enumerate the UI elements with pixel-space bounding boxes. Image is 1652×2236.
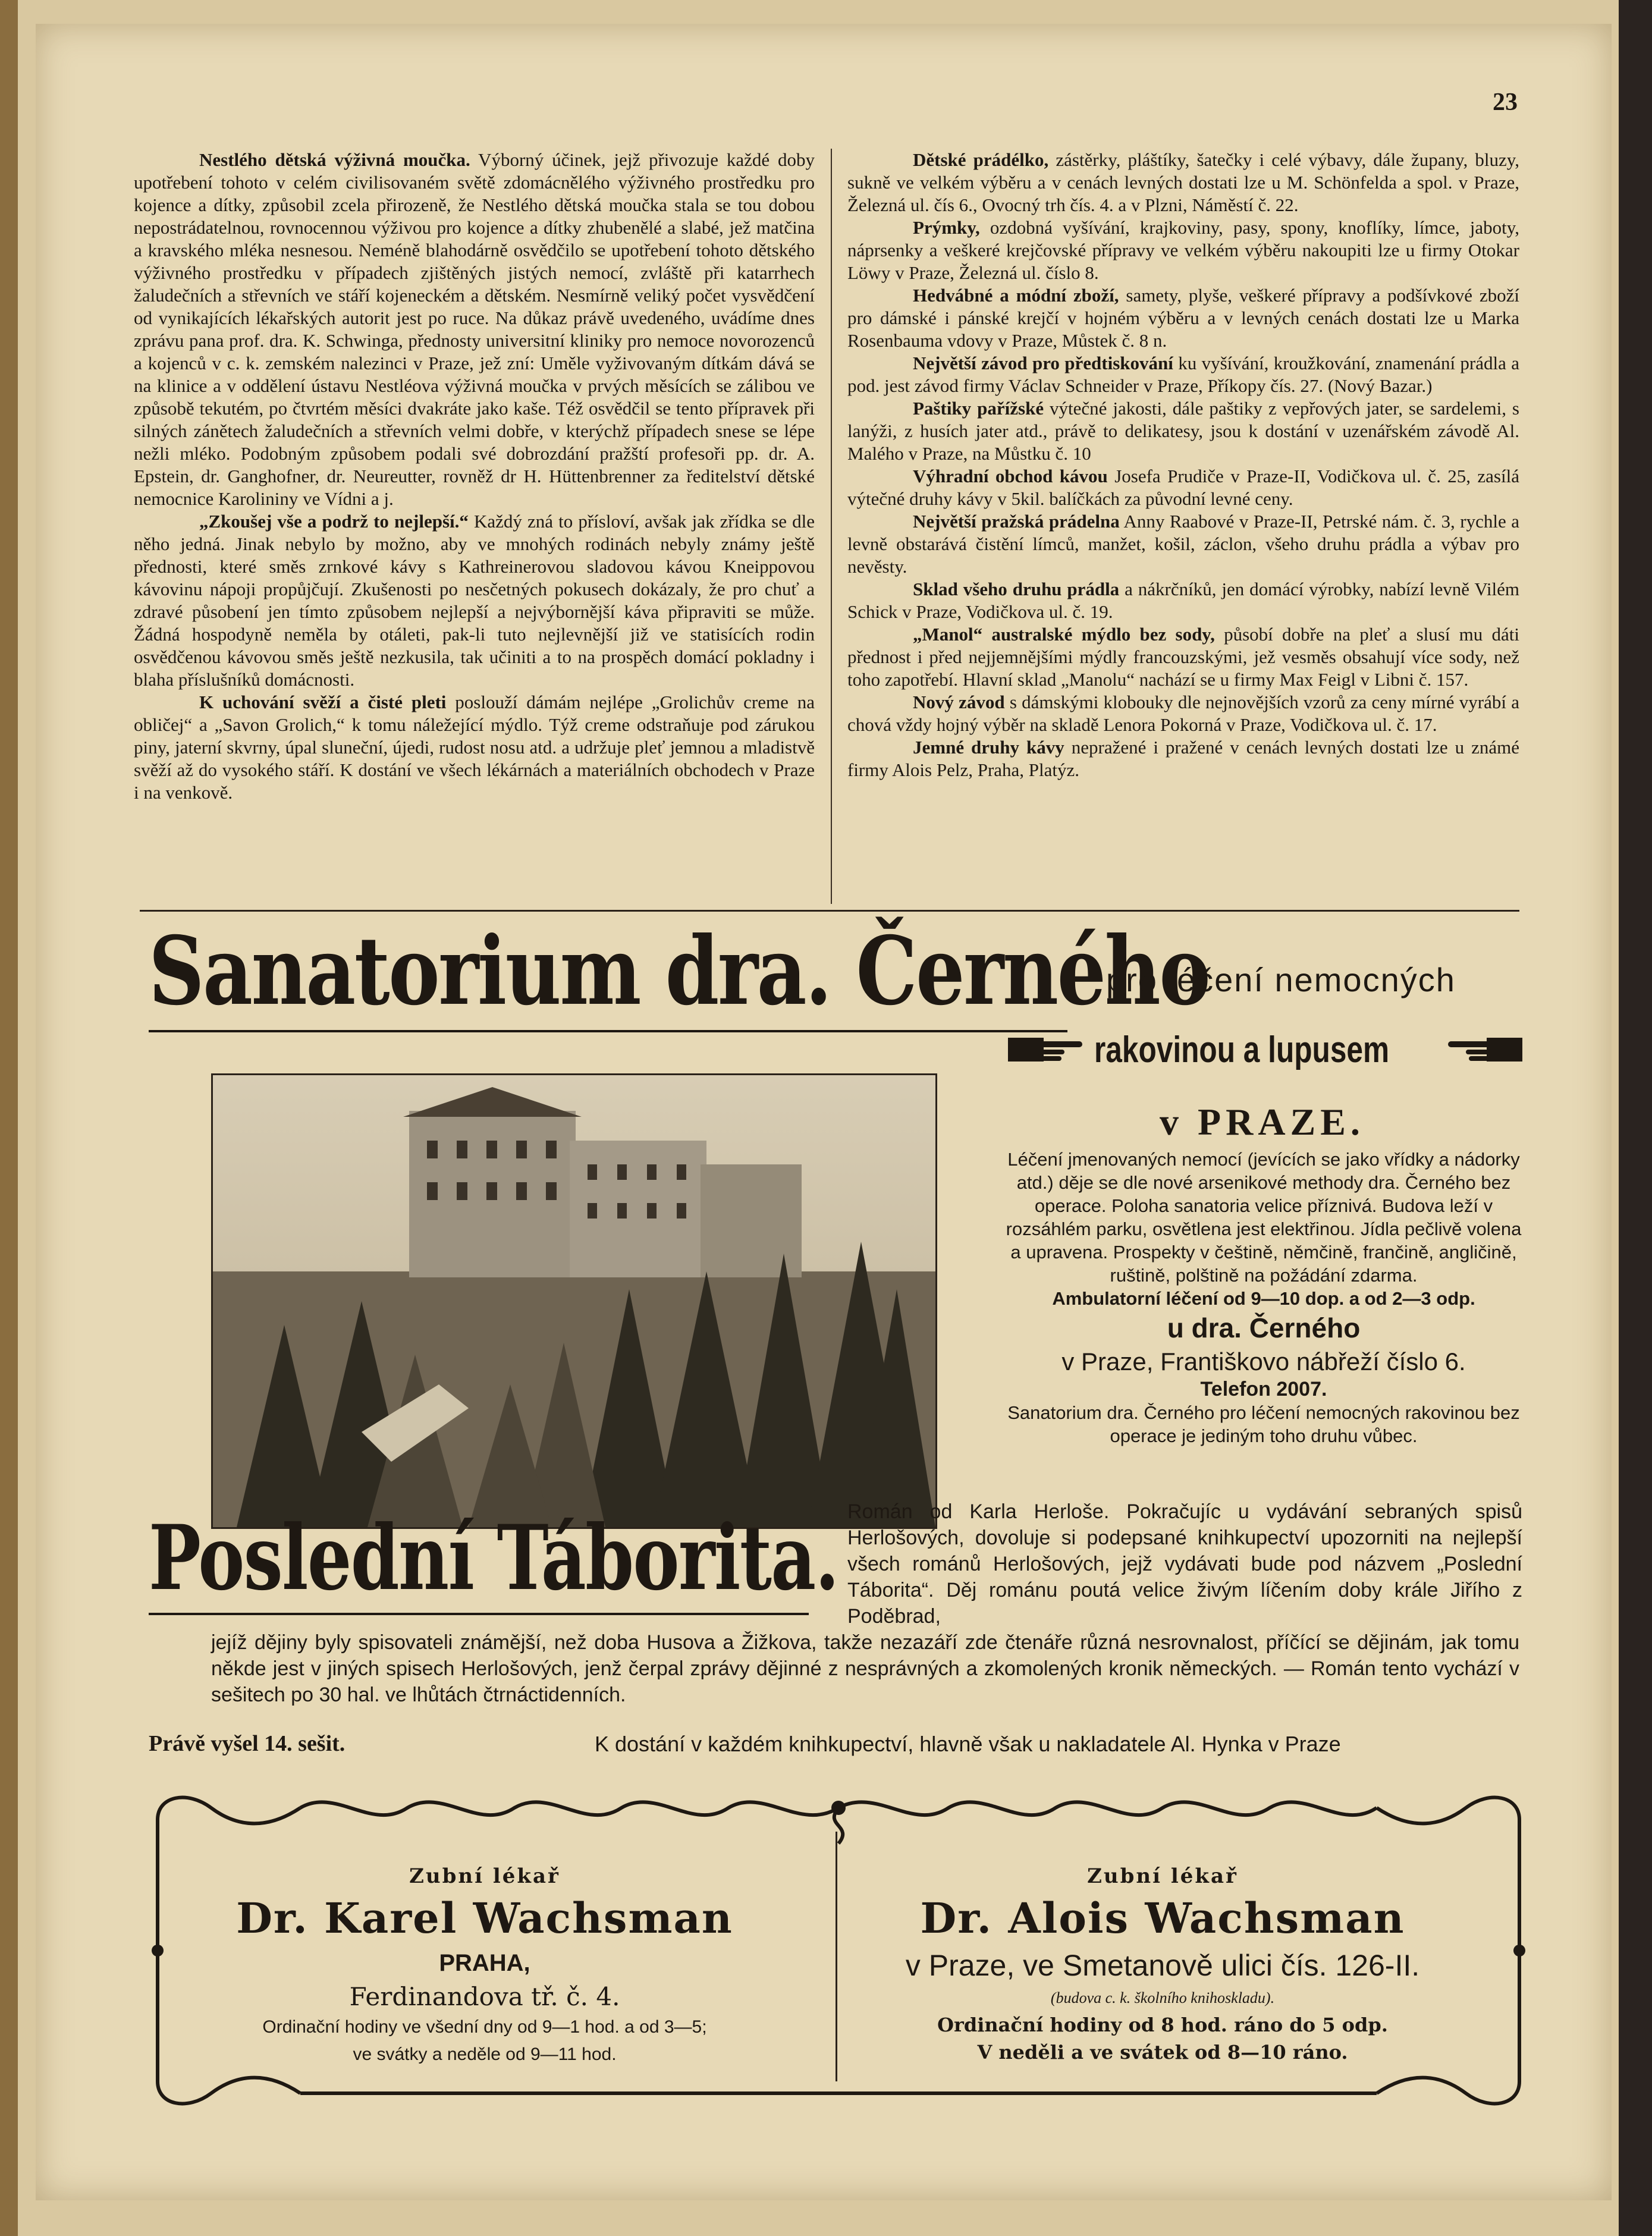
page-number: 23 [1493, 89, 1518, 116]
notice-children-linen: Dětské prádélko, zástěrky, pláštíky, šatečky i celé výbavy, dále župany, bluzy, sukně ve velkém výběru a v cenách levných dostati lze u M. Schönfelda a spol. v Praze, Železná ul. čís 6., Ovocný trh čís. 4. a v Plzni, Náměstí č. 22. [847, 149, 1519, 215]
notice-coffee-shop: Výhradní obchod kávou Josefa Prudiče v Praze-II, Vodičkova ul. č. 25, zasílá výtečné druhy kávy v 5kil. balíčkách za původní levné ceny. [847, 466, 1519, 509]
sanatorium-subtitle: pro léčení nemocných [1106, 961, 1456, 998]
right-text-column [847, 149, 1519, 781]
sanatorium-address: v Praze, Františkovo nábřeží číslo 6. [1061, 1348, 1466, 1375]
dentist-address: v Praze, ve Smetanově ulici čís. 126-II. [905, 1949, 1420, 1982]
notice-pates: Paštiky pařížské výtečné jakosti, dále paštiky z vepřových jater, se sardelemi, s lanýži, z husích jater atd., právě to delikatesy, jsou k dostání v uzenářském závodě Al. Malého v Praze, na Můstku č. 10 [847, 398, 1519, 464]
notice-linen-store: Sklad všeho druhu prádla a nákrčníků, jen domácí výrobky, nabízí levně Vilém Schick v Praze, Vodičkova ul. č. 19. [847, 579, 1519, 622]
sanatorium-ambulance-hours: Ambulatorní léčení od 9—10 dop. a od 2—3 odp. [1052, 1288, 1475, 1309]
taborita-title-underline [149, 1613, 809, 1615]
notice-nestle: Nestlého dětská výživná moučka. Výborný účinek, jejž přivozuje každé doby upotřebení tohoto v celém civilisovaném světě zdomácnělého výživného prostředku pro kojence a dítky, způsobil zcela přirozeně, že Nestlého dětská moučka stala se tou dobou nepostrádatelnou, rovnocennou výživou pro kojence a dítky zhubenělé a slabé, jež matčina a kravského mléka nesnesou. Neméně blahodárně osvědčilo se upotřebení tohoto dětského výživného prostředku v případech zjištěných jistých nemocí, zvláště při katarrhech žaludečních a střevních ve stáří kojeneckém a dětském. Nesmírně veliký počet vysvědčení od vynikajících lékařských autorit jest po ruce. Na důkaz právě uvedeného, uvádíme dnes zprávu pana prof. dra. K. Schwinga, přednosty universitní kliniky pro nemoce novorozenců a kojenců v c. k. zemském nalezinci v Praze, jež zní: Uměle vyživovaným dítkám dává se na klinice a v oddělení ústavu Nestléova výživná moučka v prvých měsících se zálibou ve způsobě tekutém, po čtvrtém měsíci dvakráte jako kaše. Též osvědčil se tento přípravek při silných zánětech žaludečních a střevních velmi dobře, v kterýchž případech snese se lépe nežli mléko. Podobným způsobem podali své dobrozdání pražští profesoři pp. dr. A. Epstein, dr. Ganghofner, dr. Neureutter, rovněž dr H. Hüttenbrenner za ředitelství dětské nemocnice Karolininy ve Vídni a j. [134, 149, 815, 509]
notice-silk: Hedvábné a módní zboží, samety, plyše, veškeré přípravy a podšívkové zboží pro dámské i pánské krejčí v hojném výběru a v levných cenách dostati lze u Marka Rosenbauma vdovy v Praze, Můstek č. 8 n. [847, 285, 1519, 351]
pointing-hand-left-icon [1445, 1032, 1522, 1069]
dentist-name: Dr. Karel Wachsman [236, 1893, 733, 1943]
dentist-divider [836, 1832, 837, 2081]
sanatorium-engraving [213, 1075, 935, 1527]
dentist-hours: Ordinační hodiny od 8 hod. ráno do 5 odp. [937, 2014, 1388, 2036]
dentist-building-note: (budova c. k. školního knihoskladu). [1050, 1989, 1275, 2006]
notice-laundry: Největší pražská prádelna Anny Raabové v Praze-II, Petrské nám. č. 3, rychle a levně obstarává čistění límců, manžet, košil, záclon, všeho druhu prádla a výbav pro nevěsty. [847, 511, 1519, 577]
left-text-column [134, 149, 815, 804]
notice-trimmings: Prýmky, ozdobná vyšívání, krajkoviny, pasy, spony, knoflíky, límce, jaboty, náprsenky a veškeré krejčovské přípravy ve velkém výběru nakoupiti lze u firmy Otokar Löwy v Praze, Železná ul. číslo 8. [847, 217, 1519, 283]
dentist-label: Zubní lékař [1087, 1864, 1238, 1888]
taborita-side-text: Román od Karla Herloše. Pokračujíc u vydávání sebraných spisů Herlošových, dovoluje si podepsané knihkupectví upozorniti na nejlepší všech románů Herlošových, jejž vydávati bude pod názvem „Poslední Táborita“. Děj románu poutá velice živým líčením doby krále Jiřího z Poděbrad, [847, 1500, 1522, 1628]
sanatorium-title-underline [149, 1030, 1067, 1032]
taborita-full-text: jejíž dějiny byly spisovateli známější, než doba Husova a Žižkova, takže nezazáří zde čtenáře různá nesrovnalost, příčící se dějinám, jak tomu někde jest v jiných spisech Herlošových, jenž čerpal zprávy dějinné z nesprávných a zkomolených kronik německých. — Román tento vychází v sešitech po 30 hal. ve lhůtách čtrnáctidenních. [211, 1631, 1519, 1706]
taborita-issue: Právě vyšel 14. sešit. [149, 1731, 346, 1756]
sanatorium-phone: Telefon 2007. [1200, 1378, 1327, 1400]
notice-fine-coffee: Jemné druhy kávy nepražené i pražené v cenách levných dostati lze u známé firmy Alois Pelz, Praha, Platýz. [847, 737, 1519, 780]
sanatorium-footer: Sanatorium dra. Černého pro léčení nemocných rakovinou bez operace je jediným toho druhu vůbec. [1007, 1402, 1520, 1446]
notice-pretisk: Největší závod pro předtiskování ku vyšívání, kroužkování, znamenání prádla a pod. jest závod firmy Václav Schneider v Praze, Příkopy čís. 27. (Nový Bazar.) [847, 353, 1520, 396]
dentist-alois-ad [850, 1861, 1475, 2066]
dentist-name: Dr. Alois Wachsman [920, 1893, 1405, 1943]
notice-hats: Nový závod s dámskými klobouky dle nejnovějších vzorů za ceny mírné vyrábí a chová vždy hojný výběr na skladě Lenora Pokorná v Praze, Vodičkova ul. č. 17. [847, 692, 1519, 735]
sanatorium-body-text: Léčení jmenovaných nemocí (jevících se jako vřídky a nádorky atd.) děje se dle nové arsenikové methody dra. Černého bez operace. Poloha sanatoria velice příznivá. Budova leží v rozsáhlém parku, osvětlena jest elektřinou. Jídla pečlivě volena a upravena. Prospekty v češtině, němčině, frančině, angličině, ruštině, polštině na požádání zdarma. [1006, 1149, 1522, 1286]
dentist-hours: Ordinační hodiny ve všední dny od 9—1 hod. a od 3—5; [262, 2017, 707, 2037]
section-rule-top [140, 910, 1519, 912]
notice-manol-soap: „Manol“ australské mýdlo bez sody, působí dobře na pleť a slusí mu dáti přednost i před nejjemnějšími mýdly francouzskými, jež vesměs obsahují více sody, než toho zapotřebí. Hlavní sklad „Manolu“ nachází se u firmy Max Feigl v Libni č. 157. [847, 624, 1519, 690]
taborita-availability: K dostání v každém knihkupectví, hlavně však u nakladatele Al. Hynka v Praze [595, 1732, 1341, 1756]
dentist-karel-ad [172, 1861, 797, 2068]
sanatorium-city: v PRAZE. [1160, 1101, 1365, 1143]
scan-dark-edge [1619, 0, 1652, 2236]
column-divider [831, 149, 832, 904]
taborita-title: Poslední Táborita. [149, 1506, 838, 1610]
dentist-street: Ferdinandova tř. č. 4. [349, 1982, 620, 2011]
pointing-hand-right-icon [1008, 1032, 1085, 1069]
sanatorium-doctor: u dra. Černého [1167, 1312, 1361, 1343]
sanatorium-photo [211, 1073, 937, 1529]
notice-coffee: „Zkoušej vše a podrž to nejlepší.“ Každý zná to přísloví, avšak jak zřídka se dle něho jedná. Jinak nebylo by možno, aby ve mnohých rodinách nebyly známy ještě přednosti, které směs zrnkové kávy s Kathreinerovou sladovou kávou Kneippovou kávovinu nápoji propůjčují. Zkušenosti po nesčetných pokusech dokázaly, že pro chuť a zdravé působení jen tímto způsobem nejlepší a nejvýbornější káva připraviti se může. Žádná hospodyně neměla by otáleti, pak-li tuto nejlevnější již ve statisících rodin osvědčenou kávovou směs ještě nezkusila, tak učiniti a to na prospěch domácí pokladny i blaha příslušníků domácnosti. [134, 511, 815, 690]
dentist-label: Zubní lékař [409, 1864, 560, 1888]
dentist-hours-holiday: V neděli a ve svátek od 8—10 ráno. [977, 2041, 1348, 2064]
book-binding-edge [0, 0, 18, 2236]
dentist-city: PRAHA, [439, 1950, 530, 1976]
dentist-hours-holiday: ve svátky a neděle od 9—11 hod. [353, 2045, 617, 2064]
notice-grolich: K uchování svěží a čisté pleti poslouží dámám nejlépe „Grolichův creme na obličej“ a „Savon Grolich,“ k tomu náležející mýdlo. Týž creme odstraňuje pod zárukou piny, jaterní skvrny, úpal sluneční, újedi, rudost nosu atd. a udržuje pleť jemnou a mladistvě svěží až do vysokého stáří. K dostání ve všech lékárnách a materiálních obchodech v Praze i na venkově. [134, 692, 815, 803]
sanatorium-subtitle-disease: rakovinou a lupusem [1094, 1029, 1390, 1070]
sanatorium-title: Sanatorium dra. Černého [149, 916, 1210, 1026]
sanatorium-description [1002, 1148, 1525, 1447]
